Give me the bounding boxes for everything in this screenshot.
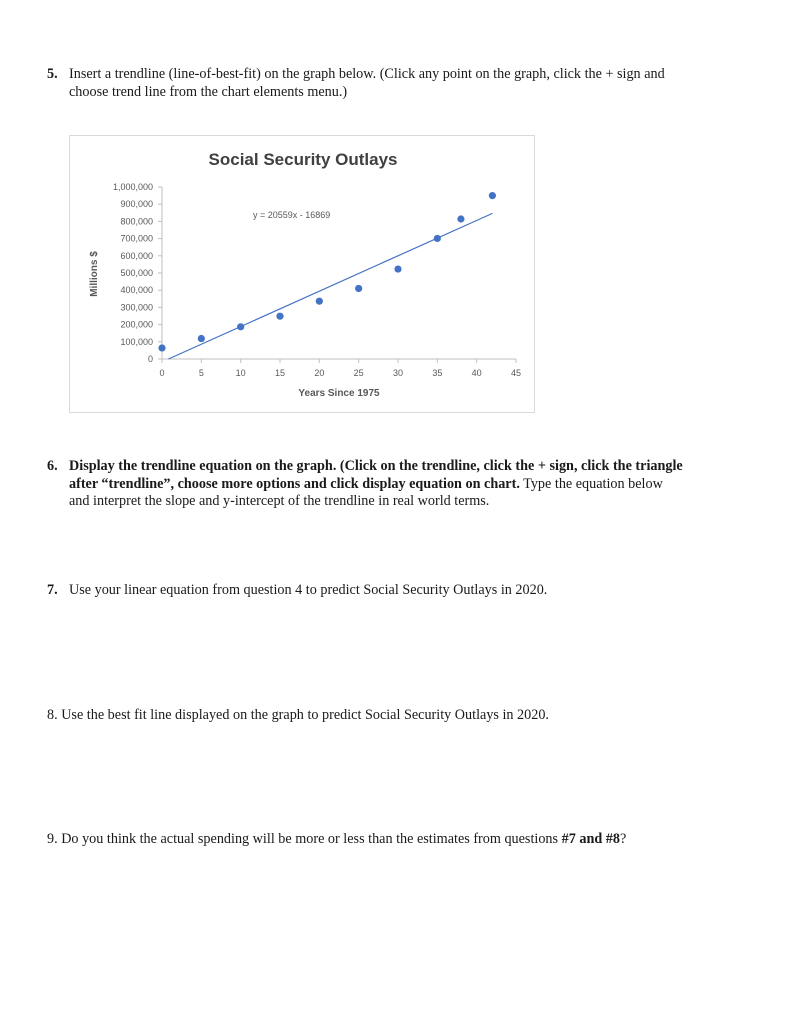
x-tick-label: 5 [198, 368, 204, 378]
question-6-line-2-normal: Type the equation below [519, 475, 663, 492]
y-tick-label: 300,000 [120, 302, 153, 313]
question-5-line-1: Insert a trendline (line-of-best-fit) on the graph below. (Click any point on the graph, click the + sign and [69, 66, 665, 82]
question-6-number: 6. [47, 458, 58, 474]
y-tick-label: 600,000 [120, 250, 153, 261]
x-tick-label: 25 [353, 368, 364, 378]
data-point[interactable] [355, 285, 362, 292]
question-7 [47, 582, 747, 600]
question-7-number: 7. [47, 582, 58, 598]
question-6 [47, 458, 747, 511]
data-point[interactable] [316, 298, 323, 305]
y-axis [113, 182, 162, 364]
x-tick-label: 10 [235, 368, 246, 378]
question-9 [47, 831, 747, 849]
x-tick-label: 45 [510, 368, 522, 378]
question-6-line-2-bold: after “trendline”, choose more options and click display equation on chart. [69, 475, 520, 492]
trendline[interactable] [168, 213, 492, 359]
question-8-text: 8. Use the best fit line displayed on the graph to predict Social Security Outlays in 2020. [47, 707, 549, 723]
x-tick-label: 30 [392, 368, 404, 378]
question-6-line-3: and interpret the slope and y-intercept of the trendline in real world terms. [69, 493, 490, 509]
data-point[interactable] [457, 215, 464, 222]
y-tick-label: 700,000 [120, 233, 153, 244]
x-tick-label: 40 [471, 368, 482, 378]
x-axis [159, 359, 521, 378]
data-point[interactable] [276, 313, 283, 320]
y-tick-label: 800,000 [120, 216, 153, 227]
y-tick-label: 1,000,000 [112, 182, 153, 192]
data-point[interactable] [158, 344, 165, 351]
question-9-text-before: 9. Do you think the actual spending will be more or less than the estimates from questions [47, 831, 562, 847]
y-axis-title: Millions $ [89, 251, 100, 297]
y-tick-label: 0 [147, 354, 153, 364]
question-5-line-2: choose trend line from the chart elements menu.) [69, 83, 348, 100]
chart-title: Social Security Outlays [208, 150, 398, 169]
data-point[interactable] [434, 235, 441, 242]
chart-area[interactable] [69, 135, 535, 413]
data-point[interactable] [198, 335, 205, 342]
x-tick-label: 15 [274, 368, 286, 378]
question-6-line-1: Display the trendline equation on the graph. (Click on the trendline, click the + sign, click the triangle [69, 458, 683, 474]
x-tick-label: 20 [314, 368, 325, 378]
trendline-group[interactable] [168, 213, 492, 359]
x-tick-label: 0 [159, 368, 165, 378]
data-point[interactable] [237, 323, 244, 330]
question-5 [47, 66, 747, 101]
trendline-equation[interactable]: y = 20559x - 16869 [253, 210, 331, 220]
x-tick-label: 35 [432, 368, 443, 378]
y-tick-label: 400,000 [120, 285, 153, 296]
y-tick-label: 900,000 [120, 199, 153, 210]
question-9-text-after: ? [619, 831, 627, 847]
question-8 [47, 707, 747, 725]
y-tick-label: 100,000 [120, 336, 153, 347]
question-6-line-2 [47, 476, 747, 494]
y-tick-label: 500,000 [120, 268, 153, 278]
data-point[interactable] [394, 265, 401, 272]
y-tick-label: 200,000 [120, 319, 153, 330]
scatter-chart[interactable] [70, 136, 536, 414]
question-7-text: Use your linear equation from question 4 to predict Social Security Outlays in 2020. [69, 582, 548, 598]
question-5-number: 5. [47, 66, 58, 82]
question-9-text-bold: #7 and #8 [561, 831, 620, 847]
data-point[interactable] [489, 192, 496, 199]
question-9-text [47, 831, 626, 847]
x-axis-title: Years Since 1975 [298, 388, 380, 399]
